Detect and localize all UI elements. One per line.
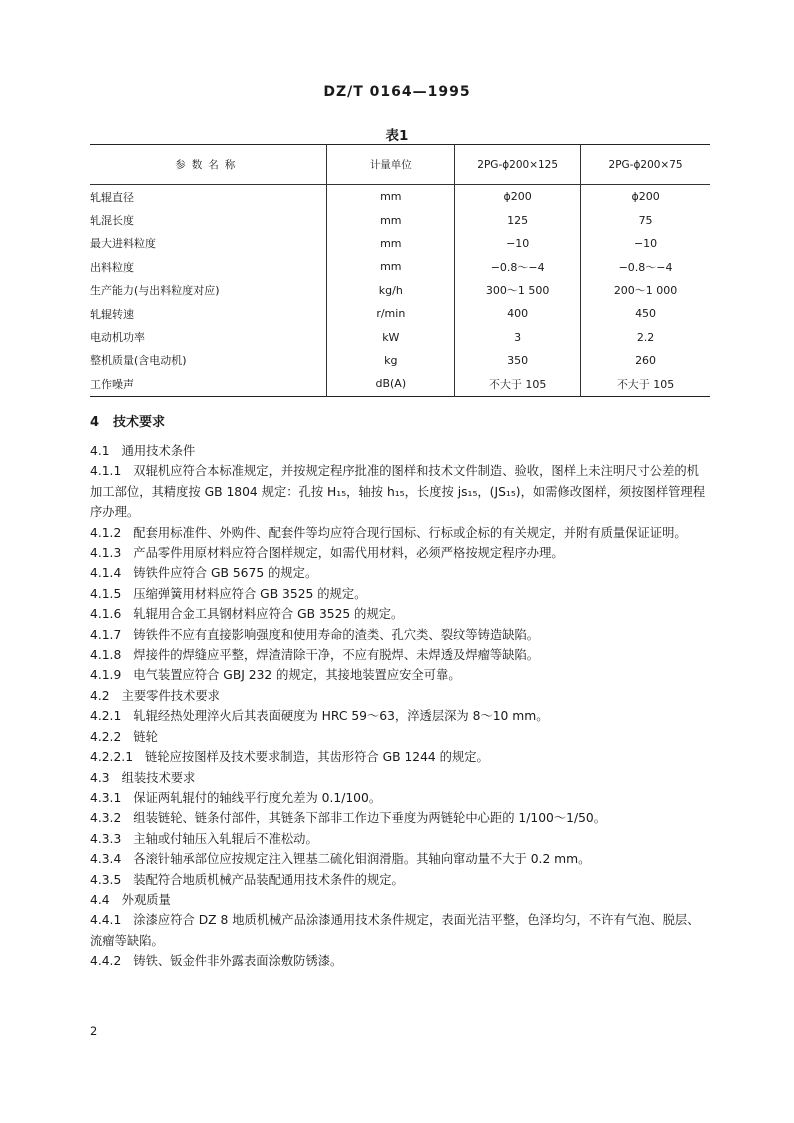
column-header: 2PG-ϕ200×75 [581,145,710,185]
table-cell: 出料粒度 [90,260,134,274]
clause-paragraph [90,604,710,624]
clause-number: 4.1.5 [90,586,122,601]
clause-text: 轧辊用合金工具钢材料应符合 GB 3525 的规定。 [133,607,404,622]
table-cell: 整机质量(含电动机) [90,354,187,368]
clause-number: 4.2.1 [90,709,122,724]
clause-paragraph [90,890,710,910]
table-cell: ϕ200 [455,185,581,209]
table-cell: kg/h [327,279,455,302]
table-cell: 2.2 [581,325,710,348]
clause-number: 4.1.9 [90,668,122,683]
table-cell: 不大于 105 [581,372,710,396]
clause-number: 4.2.2 [90,729,122,744]
clause-text: 铸铁件应符合 GB 5675 的规定。 [133,566,318,581]
table-row [90,208,710,231]
clause-paragraph [90,808,710,828]
table-cell: 不大于 105 [455,372,581,396]
clause-paragraph [90,788,710,808]
table-cell: 260 [581,349,710,372]
clause-text: 产品零件用原材料应符合图样规定，如需代用材料，必须严格按规定程序办理。 [133,546,564,561]
clause-text: 主轴或付轴压入轧辊后不准松动。 [133,831,318,846]
clause-paragraph [90,584,710,604]
clause-number: 4.2 [90,688,110,703]
table-row [90,372,710,396]
clause-paragraph [90,686,710,706]
table-row [90,255,710,278]
clause-number: 4.1.7 [90,627,122,642]
clause-paragraph [90,870,710,890]
clause-paragraph [90,523,710,543]
clause-text: 组装技术要求 [121,770,196,785]
clause-paragraph [90,706,710,726]
clause-text: 链轮 [133,729,158,744]
table-cell: −10 [581,232,710,255]
table-row [90,325,710,348]
clause-paragraph [90,910,710,951]
table-cell: 3 [455,325,581,348]
clause-paragraph [90,543,710,563]
clause-number: 4.3.4 [90,852,122,867]
clause-number: 4.1.1 [90,464,122,479]
column-header: 2PG-ϕ200×125 [455,145,581,185]
clause-number: 4.3.1 [90,790,122,805]
clause-number: 4.3 [90,770,110,785]
table-cell: mm [327,185,455,209]
clause-text: 焊接件的焊缝应平整，焊渣清除干净，不应有脱焊、未焊透及焊瘤等缺陷。 [133,648,540,663]
table-cell: 75 [581,208,710,231]
clause-text: 各滚针轴承部位应按规定注入锂基二硫化钼润滑脂。其轴向窜动量不大于 0.2 mm。 [133,852,591,867]
clause-text: 双辊机应符合本标准规定，并按规定程序批准的图样和技术文件制造、验收，图样上未注明尺寸公差的机加工部位，其精度按 GB 1804 规定：孔按 H₁₅，轴按 h₁₅，长度按 js₁₅，(JS₁₅)，如需修改图样，须按图样管理程序办理。 [90,464,706,520]
paragraph-list [90,441,710,972]
table-cell: 轧辊直径 [90,190,134,204]
clause-text: 配套用标准件、外购件、配套件等均应符合现行国标、行标或企标的有关规定，并附有质量保证证明。 [133,525,687,540]
table-cell: −0.8～−4 [455,255,581,278]
clause-number: 4.4.1 [90,913,122,928]
clause-text: 压缩弹簧用材料应符合 GB 3525 的规定。 [133,586,367,601]
table-row [90,302,710,325]
clause-paragraph [90,829,710,849]
table-cell: dB(A) [327,372,455,396]
clause-paragraph [90,727,710,747]
table-row [90,185,710,209]
document-header: DZ/T 0164—1995 [323,84,471,100]
clause-number: 4.2.2.1 [90,750,134,765]
clause-number: 4.4 [90,892,110,907]
table-cell: 125 [455,208,581,231]
table-row [90,232,710,255]
table-cell: −0.8～−4 [581,255,710,278]
clause-text: 保证两轧辊付的轴线平行度允差为 0.1/100。 [133,790,382,805]
clause-number: 4.3.5 [90,872,122,887]
spec-table [90,144,710,397]
clause-paragraph [90,441,710,461]
clause-text: 链轮应按图样及技术要求制造，其齿形符合 GB 1244 的规定。 [145,750,489,765]
clause-text: 组装链轮、链条付部件，其链条下部非工作边下垂度为两链轮中心距的 1/100～1/50。 [133,811,607,826]
clause-text: 装配符合地质机械产品装配通用技术条件的规定。 [133,872,404,887]
table-cell: mm [327,232,455,255]
clause-number: 4.1.2 [90,525,122,540]
clause-text: 涂漆应符合 DZ 8 地质机械产品涂漆通用技术条件规定，表面光洁平整，色泽均匀，不许有气泡、脱层、流瘤等缺陷。 [90,913,700,948]
table-cell: 300～1 500 [455,279,581,302]
table-row [90,349,710,372]
clause-text: 外观质量 [121,892,171,907]
table-cell: 450 [581,302,710,325]
clause-paragraph [90,951,710,971]
section-number: 4 [90,415,100,430]
table-cell: mm [327,255,455,278]
table-cell: kg [327,349,455,372]
clause-number: 4.4.2 [90,954,122,969]
clause-paragraph [90,849,710,869]
clause-text: 通用技术条件 [121,444,196,458]
clause-number: 4.1.6 [90,607,122,622]
clause-text: 铸铁、钣金件非外露表面涂敷防锈漆。 [133,954,343,969]
clause-text: 轧辊经热处理淬火后其表面硬度为 HRC 59～63，淬透层深为 8～10 mm。 [133,709,549,724]
table-caption: 表1 [385,128,409,144]
clause-paragraph [90,645,710,665]
table-row [90,279,710,302]
table-cell: mm [327,208,455,231]
table-cell: 轧辊转速 [90,307,134,321]
clause-number: 4.1.8 [90,648,122,663]
clause-number: 4.3.2 [90,811,122,826]
clause-paragraph [90,768,710,788]
section-title: 技术要求 [113,415,166,430]
clause-paragraph [90,625,710,645]
clause-paragraph [90,563,710,583]
table-cell: 轧混长度 [90,214,134,228]
section-heading [90,412,710,433]
table-cell: r/min [327,302,455,325]
clause-text: 主要零件技术要求 [121,688,220,703]
clause-paragraph [90,665,710,685]
table-cell: 工作噪声 [90,377,134,391]
table-cell: 电动机功率 [90,331,145,345]
clause-text: 铸铁件不应有直接影响强度和使用寿命的渣类、孔穴类、裂纹等铸造缺陷。 [133,627,540,642]
table-cell: ϕ200 [581,185,710,209]
page-number: 2 [90,1024,98,1038]
clause-paragraph [90,461,710,522]
table-cell: 200～1 000 [581,279,710,302]
clause-number: 4.3.3 [90,831,122,846]
table-cell: 生产能力(与出料粒度对应) [90,284,220,298]
column-header: 计量单位 [327,145,455,185]
table-cell: kW [327,325,455,348]
clause-text: 电气装置应符合 GBJ 232 的规定，其接地装置应安全可靠。 [133,668,461,683]
column-header: 参数名称 [90,145,327,185]
clause-number: 4.1.3 [90,546,122,561]
clause-number: 4.1.4 [90,566,122,581]
table-cell: 最大进料粒度 [90,237,156,251]
table-header-row [90,145,710,185]
table-cell: −10 [455,232,581,255]
clause-paragraph [90,747,710,767]
clause-number: 4.1 [90,444,110,458]
technical-requirements [90,412,710,972]
table-cell: 350 [455,349,581,372]
table-cell: 400 [455,302,581,325]
